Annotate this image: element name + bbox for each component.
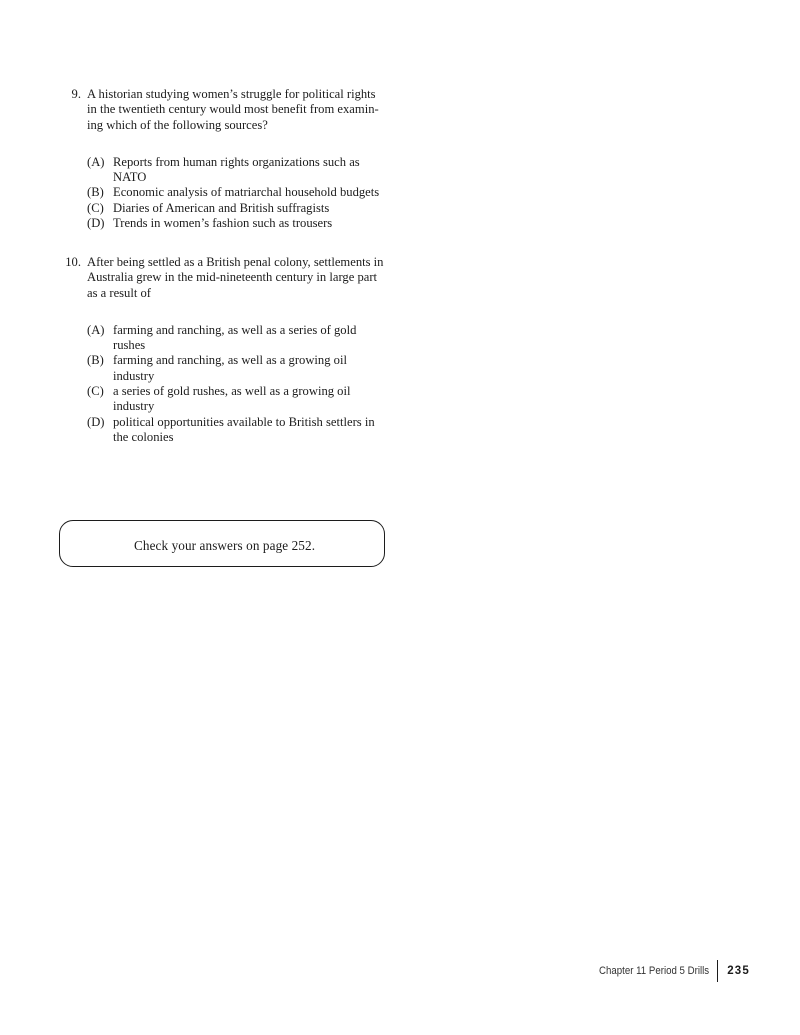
answer-choices xyxy=(60,155,390,231)
page-footer xyxy=(584,963,750,979)
choice-a[interactable] xyxy=(87,155,390,186)
footer-divider xyxy=(717,960,718,982)
question-number: 9. xyxy=(71,87,81,101)
choice-letter: (A) xyxy=(87,322,105,337)
choice-text: farming and ranching, as well as a series of gold xyxy=(113,322,357,337)
choice-text: the colonies xyxy=(113,429,174,444)
choice-letter: (B) xyxy=(87,353,104,368)
answer-check-box xyxy=(59,520,385,567)
choice-letter: (B) xyxy=(87,185,104,200)
answer-note: Check your answers on page 252. xyxy=(134,538,316,553)
choice-text: farming and ranching, as well as a growing oil xyxy=(113,353,347,368)
chapter-title: Chapter 11 Period 5 Drills xyxy=(599,965,710,977)
choice-text: political opportunities available to British settlers in xyxy=(113,414,375,429)
choice-a[interactable] xyxy=(87,323,390,354)
choice-text: rushes xyxy=(113,338,146,353)
stem-line: as a result of xyxy=(87,285,151,300)
choice-text: Diaries of American and British suffragists xyxy=(113,200,330,215)
stem-line: Australia grew in the mid-nineteenth century in large part xyxy=(87,270,378,285)
choice-d[interactable] xyxy=(87,415,390,446)
choice-c[interactable] xyxy=(87,384,390,415)
page-number: 235 xyxy=(727,965,750,977)
answer-choices xyxy=(60,323,390,445)
choice-text: NATO xyxy=(113,170,147,185)
choice-text: a series of gold rushes, as well as a growing oil xyxy=(113,384,351,399)
choice-text: Economic analysis of matriarchal household budgets xyxy=(113,185,380,200)
question-9 xyxy=(60,87,390,231)
choice-letter: (C) xyxy=(87,200,104,215)
choice-letter: (C) xyxy=(87,384,104,399)
choice-letter: (D) xyxy=(87,216,105,231)
choice-b[interactable] xyxy=(87,185,390,200)
choice-letter: (A) xyxy=(87,154,105,169)
choice-letter: (D) xyxy=(87,414,105,429)
question-stem xyxy=(60,87,390,133)
choice-text: Reports from human rights organizations such as xyxy=(113,154,360,169)
choice-b[interactable] xyxy=(87,353,390,384)
stem-line: ing which of the following sources? xyxy=(87,117,268,132)
choice-text: Trends in women’s fashion such as trousers xyxy=(113,216,333,231)
choice-text: industry xyxy=(113,368,155,383)
stem-line: in the twentieth century would most benefit from examin- xyxy=(87,102,379,117)
choice-text: industry xyxy=(113,399,155,414)
choice-c[interactable] xyxy=(87,201,390,216)
question-stem xyxy=(60,255,390,301)
stem-line: A historian studying women’s struggle for political rights xyxy=(87,87,376,101)
question-10 xyxy=(60,255,390,445)
choice-d[interactable] xyxy=(87,216,390,231)
question-number: 10. xyxy=(65,255,81,269)
stem-line: After being settled as a British penal colony, settlements in xyxy=(87,255,384,269)
